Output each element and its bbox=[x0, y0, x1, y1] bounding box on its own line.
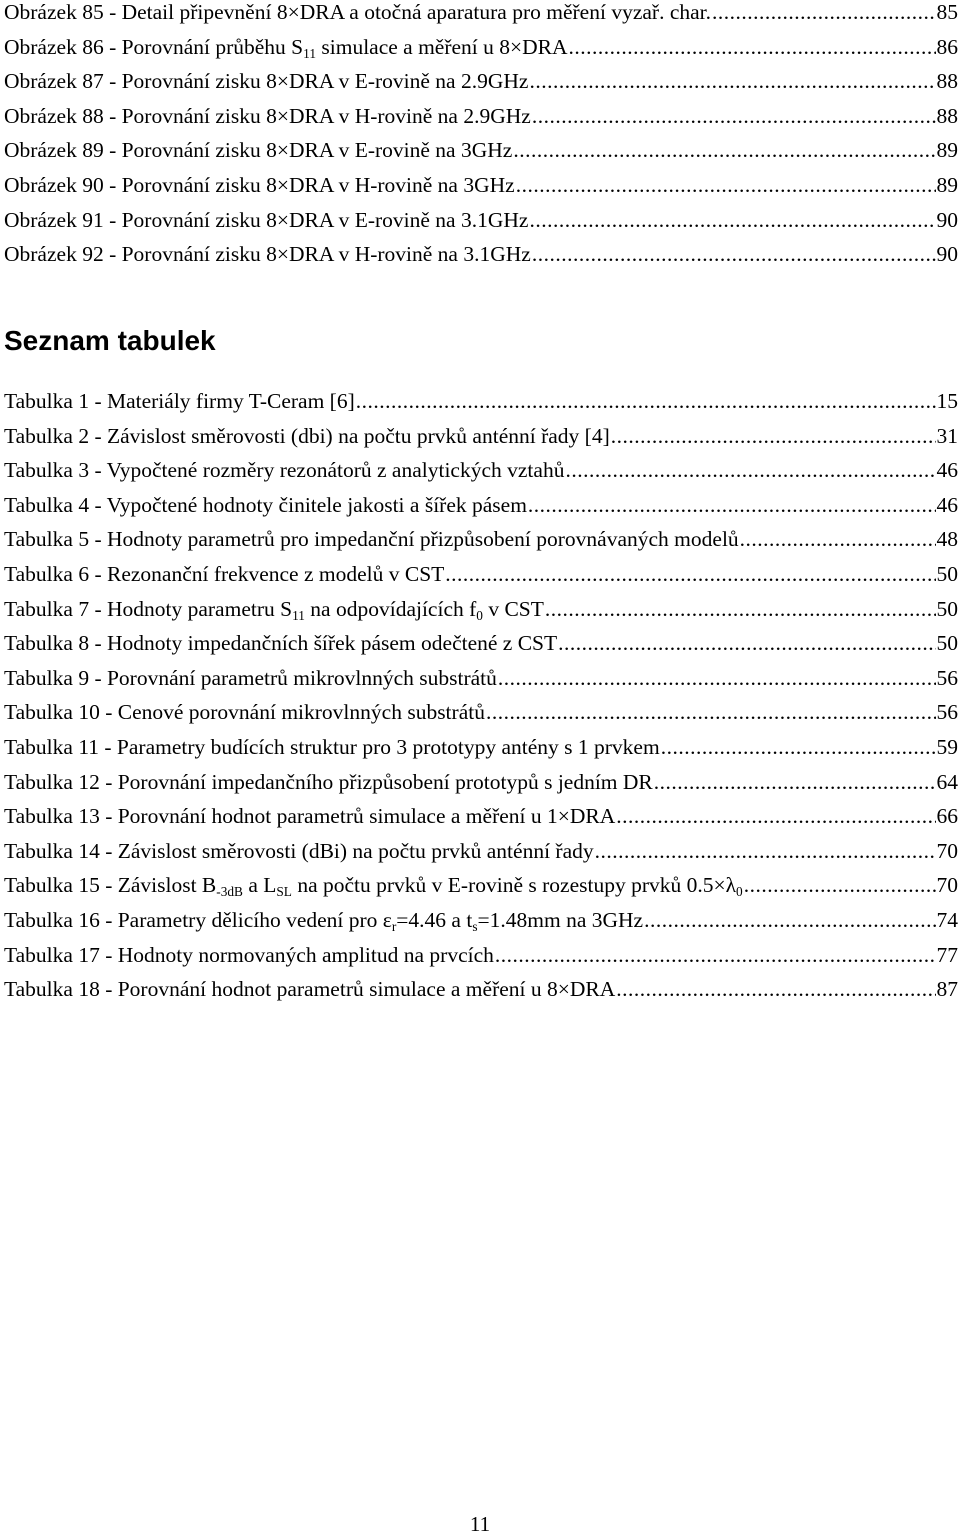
entry-page: 50 bbox=[936, 562, 958, 586]
entry-page: 50 bbox=[936, 631, 958, 656]
toc-entry-table-15[interactable] bbox=[4, 873, 958, 908]
entry-title: Tabulka 15 - Závislost $B_{-3dB}$ a $L_{SL}$ na počtu prvků v E-rovině s rozestupy prvků $0.5\times\lambda_0$ bbox=[4, 873, 743, 900]
toc-entry-figure-86[interactable] bbox=[4, 35, 958, 70]
leader-dots bbox=[498, 666, 936, 691]
toc-entry-figure-90[interactable] bbox=[4, 173, 958, 208]
entry-page: 66 bbox=[936, 804, 958, 829]
toc-entry-table-14[interactable] bbox=[4, 839, 958, 874]
entry-page: 90 bbox=[936, 242, 958, 267]
entry-title: Tabulka 2 - Závislost směrovosti (dbi) na počtu prvků anténní řady [4] bbox=[4, 423, 610, 448]
leader-dots bbox=[445, 562, 935, 587]
toc-entry-figure-85[interactable] bbox=[4, 0, 958, 35]
toc-entry-figure-87[interactable] bbox=[4, 69, 958, 104]
leader-dots bbox=[654, 770, 936, 795]
leader-dots bbox=[558, 631, 935, 656]
toc-entry-table-18[interactable] bbox=[4, 977, 958, 1012]
entry-page: 56 bbox=[936, 665, 958, 690]
entry-title: Obrázek 92 - Porovnání zisku 8×DRA v H-rovině na 3.1GHz bbox=[4, 242, 531, 267]
entry-page: 56 bbox=[936, 700, 958, 725]
entry-title: Obrázek 91 - Porovnání zisku 8×DRA v E-rovině na 3.1GHz bbox=[4, 207, 529, 232]
leader-dots bbox=[661, 735, 936, 760]
entry-page: 64 bbox=[936, 769, 958, 794]
entry-title: Tabulka 4 - Vypočtené hodnoty činitele jakosti a šířek pásem bbox=[4, 492, 527, 517]
entry-page: 48 bbox=[936, 527, 958, 552]
leader-dots bbox=[565, 458, 935, 483]
section-heading: Seznam tabulek bbox=[4, 325, 216, 356]
toc-entry-table-6[interactable] bbox=[4, 562, 958, 597]
entry-page: 85 bbox=[936, 0, 958, 24]
toc-entry-table-3[interactable] bbox=[4, 458, 958, 493]
toc-entry-table-9[interactable] bbox=[4, 666, 958, 701]
toc-entry-table-4[interactable] bbox=[4, 493, 958, 528]
toc-entry-table-10[interactable] bbox=[4, 700, 958, 735]
leader-dots bbox=[740, 527, 936, 552]
toc-entry-table-16[interactable] bbox=[4, 908, 958, 943]
entry-page: 70 bbox=[936, 873, 958, 898]
leader-dots bbox=[495, 943, 936, 968]
leader-dots bbox=[532, 242, 936, 267]
page-number: 11 bbox=[469, 1512, 491, 1536]
leader-dots bbox=[529, 208, 935, 233]
leader-dots bbox=[356, 389, 936, 414]
entry-title: Tabulka 18 - Porovnání hodnot parametrů simulace a měření u 8×DRA bbox=[4, 977, 616, 1002]
toc-entry-table-8[interactable] bbox=[4, 631, 958, 666]
entry-title: Obrázek 86 - Porovnání průběhu $S_{11}$ simulace a měření u 8×DRA bbox=[4, 34, 568, 61]
entry-title: Tabulka 1 - Materiály firmy T-Ceram [6] bbox=[4, 389, 355, 413]
toc-entry-table-2[interactable] bbox=[4, 424, 958, 459]
entry-title: Tabulka 12 - Porovnání impedančního přizpůsobení prototypů s jedním DR bbox=[4, 769, 653, 794]
entry-title: Tabulka 3 - Vypočtené rozměry rezonátorů z analytických vztahů bbox=[4, 458, 565, 483]
entry-title: Obrázek 90 - Porovnání zisku 8×DRA v H-rovině na 3GHz bbox=[4, 173, 515, 197]
entry-title: Tabulka 11 - Parametry budících struktur pro 3 prototypy antény s 1 prvkem bbox=[4, 735, 660, 759]
entry-page: 89 bbox=[936, 138, 958, 163]
toc-entry-table-11[interactable] bbox=[4, 735, 958, 770]
leader-dots bbox=[712, 0, 935, 25]
toc-entry-figure-91[interactable] bbox=[4, 208, 958, 243]
leader-dots bbox=[545, 597, 936, 622]
leader-dots bbox=[528, 493, 936, 518]
entry-page: 15 bbox=[936, 389, 958, 413]
toc-entry-table-7[interactable] bbox=[4, 597, 958, 632]
entry-title: Obrázek 88 - Porovnání zisku 8×DRA v H-rovině na 2.9GHz bbox=[4, 103, 531, 128]
leader-dots bbox=[516, 173, 936, 198]
entry-title: Tabulka 6 - Rezonanční frekvence z modelů v CST bbox=[4, 562, 445, 586]
entry-page: 89 bbox=[936, 173, 958, 197]
entry-page: 46 bbox=[936, 492, 958, 517]
entry-title: Tabulka 14 - Závislost směrovosti (dBi) na počtu prvků anténní řady bbox=[4, 838, 594, 863]
leader-dots bbox=[744, 873, 936, 898]
entry-title: Tabulka 7 - Hodnoty parametru $S_{11}$ na odpovídajících $f_0$ v CST bbox=[4, 596, 544, 623]
entry-page: 90 bbox=[936, 207, 958, 232]
entry-page: 74 bbox=[936, 908, 958, 932]
leader-dots bbox=[611, 424, 936, 449]
toc-entry-table-17[interactable] bbox=[4, 943, 958, 978]
leader-dots bbox=[486, 700, 936, 725]
toc-entry-figure-92[interactable] bbox=[4, 242, 958, 277]
leader-dots bbox=[595, 839, 936, 864]
leader-dots bbox=[529, 69, 935, 94]
entry-title: Tabulka 16 - Parametry dělicího vedení pro $\varepsilon_r=4.46$ a $t_s=1.48mm$ na 3GHz bbox=[4, 908, 644, 934]
leader-dots bbox=[616, 977, 935, 1002]
entry-title: Tabulka 8 - Hodnoty impedančních šířek pásem odečtené z CST bbox=[4, 631, 558, 656]
toc-entry-table-5[interactable] bbox=[4, 527, 958, 562]
toc-entry-figure-89[interactable] bbox=[4, 138, 958, 173]
entry-title: Tabulka 5 - Hodnoty parametrů pro impedanční přizpůsobení porovnávaných modelů bbox=[4, 527, 739, 552]
entry-page: 46 bbox=[936, 458, 958, 483]
leader-dots bbox=[616, 804, 935, 829]
entry-page: 70 bbox=[936, 838, 958, 863]
entry-title: Tabulka 10 - Cenové porovnání mikrovlnných substrátů bbox=[4, 700, 485, 725]
entry-title: Tabulka 13 - Porovnání hodnot parametrů simulace a měření u 1×DRA bbox=[4, 804, 616, 829]
toc-entry-table-12[interactable] bbox=[4, 770, 958, 805]
entry-title: Tabulka 17 - Hodnoty normovaných amplitud na prvcích bbox=[4, 942, 494, 967]
entry-page: 88 bbox=[936, 103, 958, 128]
toc-entry-figure-88[interactable] bbox=[4, 104, 958, 139]
entry-page: 86 bbox=[936, 34, 958, 59]
entry-title: Obrázek 89 - Porovnání zisku 8×DRA v E-rovině na 3GHz bbox=[4, 138, 513, 163]
leader-dots bbox=[513, 138, 935, 163]
leader-dots bbox=[644, 908, 935, 933]
entry-page: 31 bbox=[936, 423, 958, 448]
entry-title: Obrázek 87 - Porovnání zisku 8×DRA v E-rovině na 2.9GHz bbox=[4, 69, 529, 94]
entry-page: 77 bbox=[936, 942, 958, 967]
entry-page: 50 bbox=[936, 596, 958, 621]
entry-title: Tabulka 9 - Porovnání parametrů mikrovlnných substrátů bbox=[4, 665, 497, 690]
entry-title: Obrázek 85 - Detail připevnění 8×DRA a otočná aparatura pro měření vyzař. char. bbox=[4, 0, 712, 24]
toc-entry-table-1[interactable] bbox=[4, 389, 958, 424]
entry-page: 88 bbox=[936, 69, 958, 94]
toc-entry-table-13[interactable] bbox=[4, 804, 958, 839]
leader-dots bbox=[569, 35, 936, 60]
entry-page: 59 bbox=[936, 735, 958, 759]
leader-dots bbox=[532, 104, 936, 129]
entry-page: 87 bbox=[936, 977, 958, 1002]
